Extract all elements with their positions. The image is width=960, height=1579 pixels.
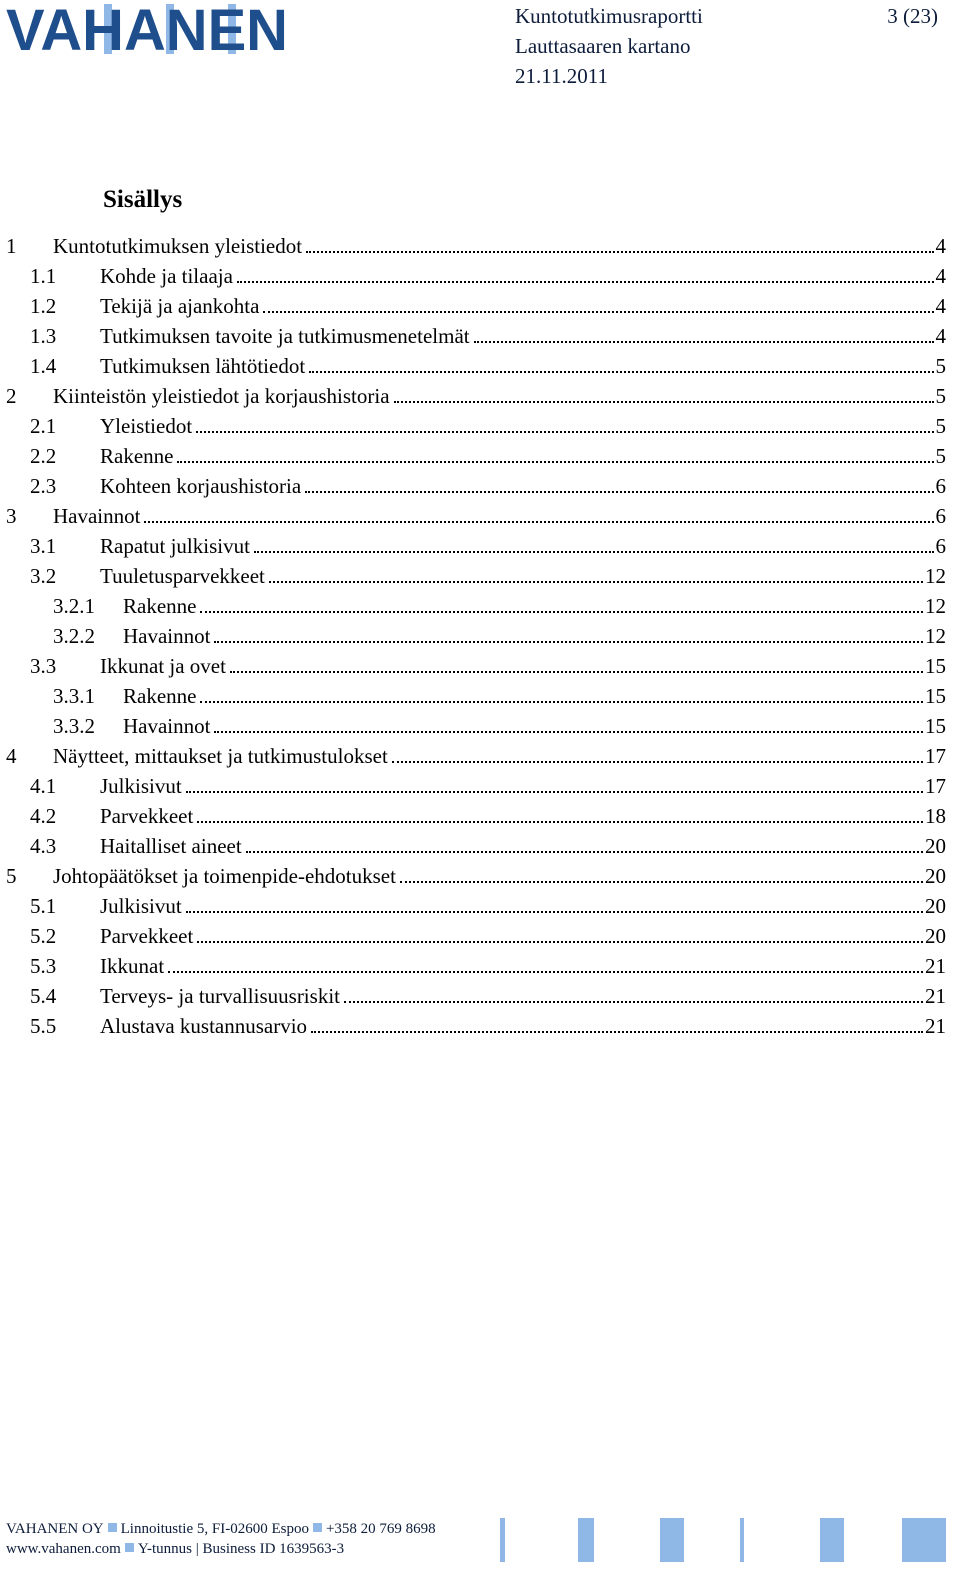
toc-entry[interactable] [0,441,960,471]
toc-leader-dots [306,250,933,253]
toc-leader-dots [197,940,923,943]
toc-entry-number: 5.5 [30,1014,57,1038]
toc-entry[interactable] [0,861,960,891]
toc-leader-dots [305,490,933,493]
decorative-bars [480,1516,960,1562]
square-bullet-icon [108,1523,117,1532]
toc-entry-number: 3.3.1 [53,684,95,708]
toc-entry-number: 1 [6,234,17,258]
toc-entry-title: Kohde ja tilaaja [100,264,233,288]
toc-leader-dots [254,550,934,553]
toc-entry[interactable] [0,981,960,1011]
toc-entry-page: 15 [925,654,946,678]
toc-entry-number: 4.3 [30,834,57,858]
toc-entry-page: 20 [925,864,946,888]
report-title: Kuntotutkimusraportti [515,4,703,28]
toc-entry[interactable] [0,291,960,321]
page-number: 3 (23) [887,4,938,28]
footer-business-id: Y-tunnus [137,1541,192,1557]
toc-entry-number: 5 [6,864,17,888]
toc-entry[interactable] [0,681,960,711]
toc-entry-number: 5.4 [30,984,57,1008]
toc-entry-title: Havainnot [123,624,211,648]
toc-entry-title: Kiinteistön yleistiedot ja korjaushistoria [53,384,390,408]
toc-entry-title: Yleistiedot [100,414,193,438]
toc-entry-page: 12 [925,624,946,648]
toc-entry-number: 1.4 [30,354,57,378]
toc-entry-title: Rakenne [100,444,174,468]
toc-entry[interactable] [0,231,960,261]
toc-entry[interactable] [0,1011,960,1041]
footer-line-2: www.vahanen.com Y-tunnus | Business ID 1639563-3 [6,1541,345,1557]
footer-company: VAHANEN OY [6,1521,104,1537]
toc-entry-page: 20 [925,924,946,948]
toc-entry[interactable] [0,261,960,291]
toc-entry-page: 15 [925,714,946,738]
toc-entry[interactable] [0,501,960,531]
toc-entry[interactable] [0,411,960,441]
toc-leader-dots [144,520,933,523]
toc-leader-dots [177,460,933,463]
toc-entry-title: Tuuletusparvekkeet [100,564,265,588]
vahanen-logo [6,0,296,60]
toc-entry-title: Kohteen korjaushistoria [100,474,302,498]
toc-leader-dots [392,760,923,763]
toc-entry-page: 5 [935,444,946,468]
toc-entry-page: 5 [935,354,946,378]
toc-entry-number: 4 [6,744,17,768]
toc-entry-number: 1.2 [30,294,57,318]
toc-leader-dots [214,640,923,643]
toc-entry-title: Parvekkeet [100,924,194,948]
toc-leader-dots [168,970,923,973]
toc-entry-title: Kuntotutkimuksen yleistiedot [53,234,303,258]
square-bullet-icon [125,1543,134,1552]
toc-entry-page: 15 [925,684,946,708]
toc-entry[interactable] [0,771,960,801]
toc-entry-title: Ikkunat [100,954,165,978]
report-subtitle: Lauttasaaren kartano [515,34,691,58]
toc-entry[interactable] [0,621,960,651]
toc-entry-page: 5 [935,414,946,438]
footer-address: Linnoitustie 5, FI-02600 Espoo [120,1521,309,1537]
toc-entry-number: 3.2.2 [53,624,95,648]
toc-entry-page: 21 [925,984,946,1008]
toc-entry-page: 18 [925,804,946,828]
toc-leader-dots [269,580,923,583]
toc-entry-number: 5.2 [30,924,57,948]
toc-entry-title: Rakenne [123,684,197,708]
toc-entry[interactable] [0,651,960,681]
toc-leader-dots [400,880,923,883]
toc-entry-title: Rapatut julkisivut [100,534,250,558]
toc-entry[interactable] [0,711,960,741]
report-date: 21.11.2011 [515,64,608,88]
toc-entry-title: Ikkunat ja ovet [100,654,226,678]
toc-entry-page: 20 [925,834,946,858]
toc-entry-page: 4 [935,234,946,258]
toc-entry-page: 17 [925,744,946,768]
toc-entry-page: 12 [925,564,946,588]
footer-phone: +358 20 769 8698 [325,1521,436,1537]
footer-line-1 [6,1521,436,1538]
toc-entry[interactable] [0,381,960,411]
toc-leader-dots [230,670,923,673]
toc-entry-number: 3 [6,504,17,528]
toc-leader-dots [200,700,923,703]
logo-text: VAHANEN [6,0,288,60]
toc-entry-title: Näytteet, mittaukset ja tutkimustulokset [53,744,388,768]
toc-entry[interactable] [0,591,960,621]
toc-leader-dots [214,730,923,733]
toc-entry-number: 3.2 [30,564,57,588]
toc-entry-title: Rakenne [123,594,197,618]
toc-entry-page: 4 [935,264,946,288]
footer-business-id-en: Business ID 1639563-3 [202,1541,345,1557]
toc-entry-number: 2 [6,384,17,408]
toc-entry-page: 5 [935,384,946,408]
toc-leader-dots [311,1030,923,1033]
footer-website[interactable]: www.vahanen.com [6,1541,121,1557]
toc-entry-title: Alustava kustannusarvio [100,1014,308,1038]
toc-entry-number: 4.2 [30,804,57,828]
toc-entry-page: 20 [925,894,946,918]
toc-entry-number: 3.3 [30,654,57,678]
toc-entry[interactable] [0,321,960,351]
toc-entry-number: 3.2.1 [53,594,95,618]
toc-leader-dots [246,850,923,853]
toc-entry[interactable] [0,741,960,771]
toc-entry-page: 21 [925,1014,946,1038]
toc-entry-title: Parvekkeet [100,804,194,828]
toc-leader-dots [394,400,934,403]
table-of-contents [0,231,960,1041]
toc-heading: Sisällys [103,186,183,213]
toc-entry-page: 6 [935,534,946,558]
toc-entry-number: 4.1 [30,774,57,798]
toc-entry[interactable] [0,951,960,981]
toc-entry-title: Julkisivut [100,894,182,918]
toc-entry-number: 3.3.2 [53,714,95,738]
toc-leader-dots [263,310,933,313]
toc-leader-dots [200,610,923,613]
square-bullet-icon [313,1523,322,1532]
toc-entry-page: 17 [925,774,946,798]
toc-entry[interactable] [0,531,960,561]
toc-entry-title: Havainnot [123,714,211,738]
toc-entry[interactable] [0,471,960,501]
toc-entry[interactable] [0,921,960,951]
toc-leader-dots [474,340,934,343]
toc-entry-title: Tutkimuksen tavoite ja tutkimusmenetelmät [100,324,470,348]
toc-entry-page: 4 [935,324,946,348]
toc-entry-number: 5.3 [30,954,57,978]
toc-leader-dots [344,1000,923,1003]
toc-entry[interactable] [0,801,960,831]
toc-entry-title: Julkisivut [100,774,182,798]
toc-entry-title: Johtopäätökset ja toimenpide-ehdotukset [53,864,396,888]
toc-entry[interactable] [0,891,960,921]
toc-entry-number: 5.1 [30,894,57,918]
toc-leader-dots [237,280,934,283]
toc-entry-page: 6 [935,504,946,528]
toc-entry-page: 6 [935,474,946,498]
toc-entry-title: Terveys- ja turvallisuusriskit [100,984,340,1008]
toc-entry-number: 2.3 [30,474,57,498]
toc-entry[interactable] [0,831,960,861]
toc-leader-dots [186,790,923,793]
toc-leader-dots [186,910,923,913]
toc-entry-number: 1.3 [30,324,57,348]
toc-entry-page: 12 [925,594,946,618]
toc-entry-title: Tekijä ja ajankohta [100,294,260,318]
toc-leader-dots [196,430,933,433]
toc-entry-page: 21 [925,954,946,978]
toc-entry-number: 1.1 [30,264,57,288]
toc-entry[interactable] [0,351,960,381]
toc-leader-dots [309,370,933,373]
toc-entry-title: Tutkimuksen lähtötiedot [100,354,306,378]
toc-entry-number: 2.1 [30,414,57,438]
toc-entry-number: 3.1 [30,534,57,558]
toc-entry-number: 2.2 [30,444,57,468]
toc-leader-dots [197,820,923,823]
toc-entry-title: Haitalliset aineet [100,834,242,858]
toc-entry-title: Havainnot [53,504,141,528]
toc-entry[interactable] [0,561,960,591]
toc-entry-page: 4 [935,294,946,318]
